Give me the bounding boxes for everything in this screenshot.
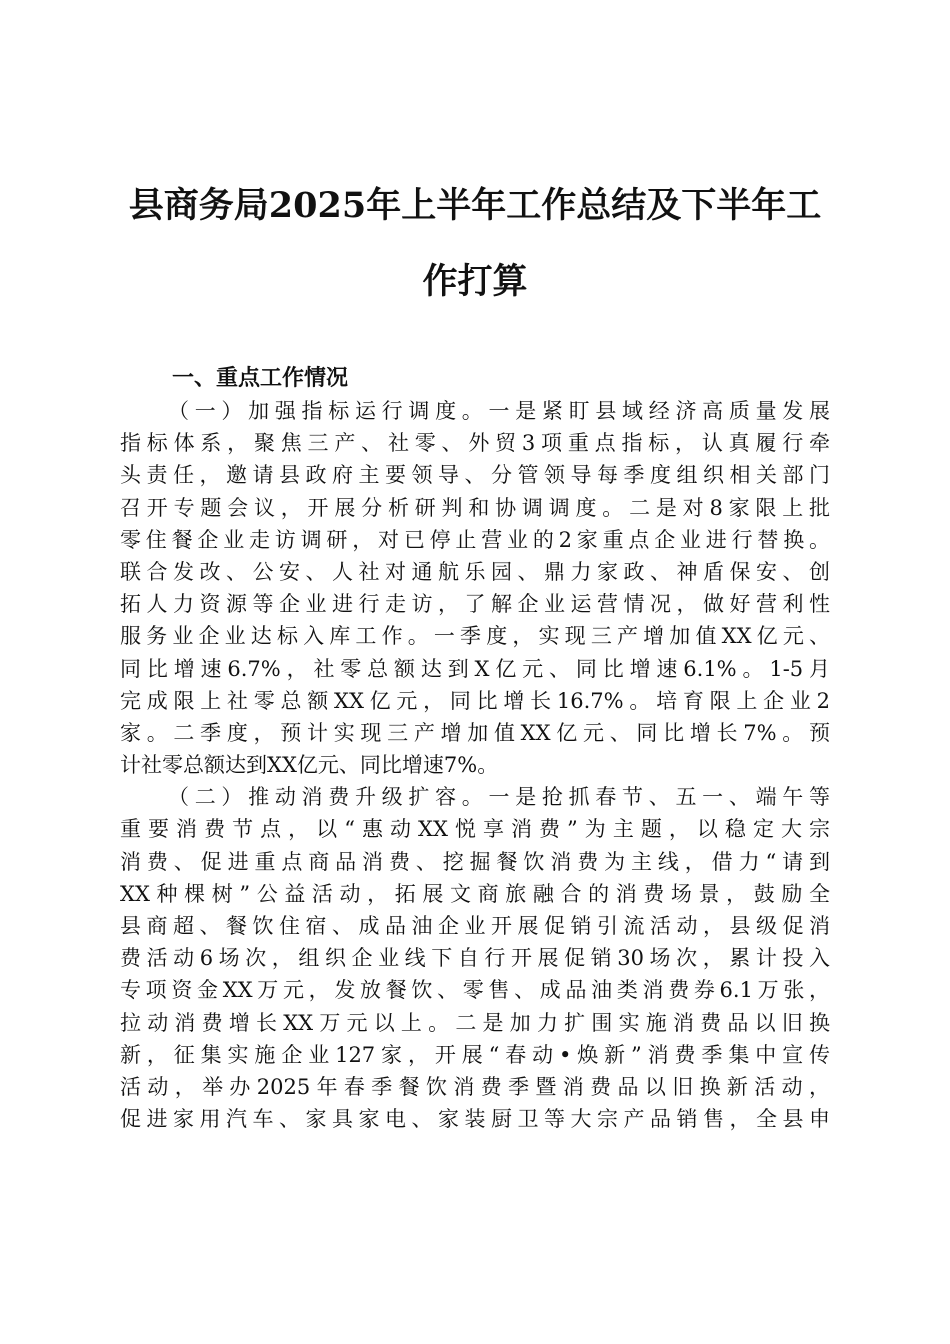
text-line: 新，征集实施企业127家，开展“春动•焕新”消费季集中宣传 (120, 1042, 830, 1067)
text-line: XX种棵树”公益活动，拓展文商旅融合的消费场景，鼓励全 (120, 881, 830, 906)
text-line: 拓人力资源等企业进行走访，了解企业运营情况，做好营利性 (120, 592, 830, 617)
title-line-1: 县商务局2025年上半年工作总结及下半年工 (128, 185, 822, 226)
paragraph-2 (120, 781, 830, 1135)
text-line: 头责任，邀请县政府主要领导、分管领导每季度组织相关部门 (120, 463, 830, 488)
text-line: （一）加强指标运行调度。一是紧盯县域经济高质量发展 (168, 399, 830, 423)
document-title (110, 168, 840, 320)
text-line: 联合发改、公安、人社对通航乐园、鼎力家政、神盾保安、创 (120, 559, 830, 584)
text-line: 零住餐企业走访调研，对已停止营业的2家重点企业进行替换。 (120, 527, 830, 552)
text-line: 服务业企业达标入库工作。一季度，实现三产增加值XX亿元、 (120, 624, 830, 649)
text-line: 活动，举办2025年春季餐饮消费季暨消费品以旧换新活动， (120, 1074, 830, 1099)
text-line: 重要消费节点，以“惠动XX悦享消费”为主题，以稳定大宗 (120, 817, 830, 842)
text-line: 完成限上社零总额XX亿元，同比增长16.7%。培育限上企业2 (120, 688, 830, 713)
text-line: 召开专题会议，开展分析研判和协调调度。二是对8家限上批 (120, 495, 830, 520)
text-line: 家。二季度，预计实现三产增加值XX亿元、同比增长7%。预 (120, 720, 830, 745)
text-line: 促进家用汽车、家具家电、家装厨卫等大宗产品销售，全县申 (120, 1107, 830, 1132)
text-line: （二）推动消费升级扩容。一是抢抓春节、五一、端午等 (168, 785, 830, 810)
paragraph-1 (120, 395, 830, 781)
document-body (120, 362, 830, 1135)
text-line: 指标体系，聚焦三产、社零、外贸3项重点指标，认真履行牵 (120, 431, 830, 456)
text-line: 专项资金XX万元，发放餐饮、零售、成品油类消费券6.1万张， (120, 978, 830, 1003)
text-line: 计社零总额达到XX亿元、同比增速7%。 (120, 753, 499, 778)
text-line: 县商超、餐饮住宿、成品油企业开展促销引流活动，县级促消 (120, 914, 830, 938)
section-heading: 一、重点工作情况 (172, 366, 349, 391)
text-line: 拉动消费增长XX万元以上。二是加力扩围实施消费品以旧换 (120, 1010, 830, 1035)
title-line-2: 作打算 (422, 261, 528, 302)
text-line: 费活动6场次，组织企业线下自行开展促销30场次，累计投入 (120, 946, 830, 971)
text-line: 同比增速6.7%，社零总额达到X亿元、同比增速6.1%。1-5月 (120, 656, 830, 681)
text-line: 消费、促进重点商品消费、挖掘餐饮消费为主线，借力“请到 (120, 849, 830, 874)
